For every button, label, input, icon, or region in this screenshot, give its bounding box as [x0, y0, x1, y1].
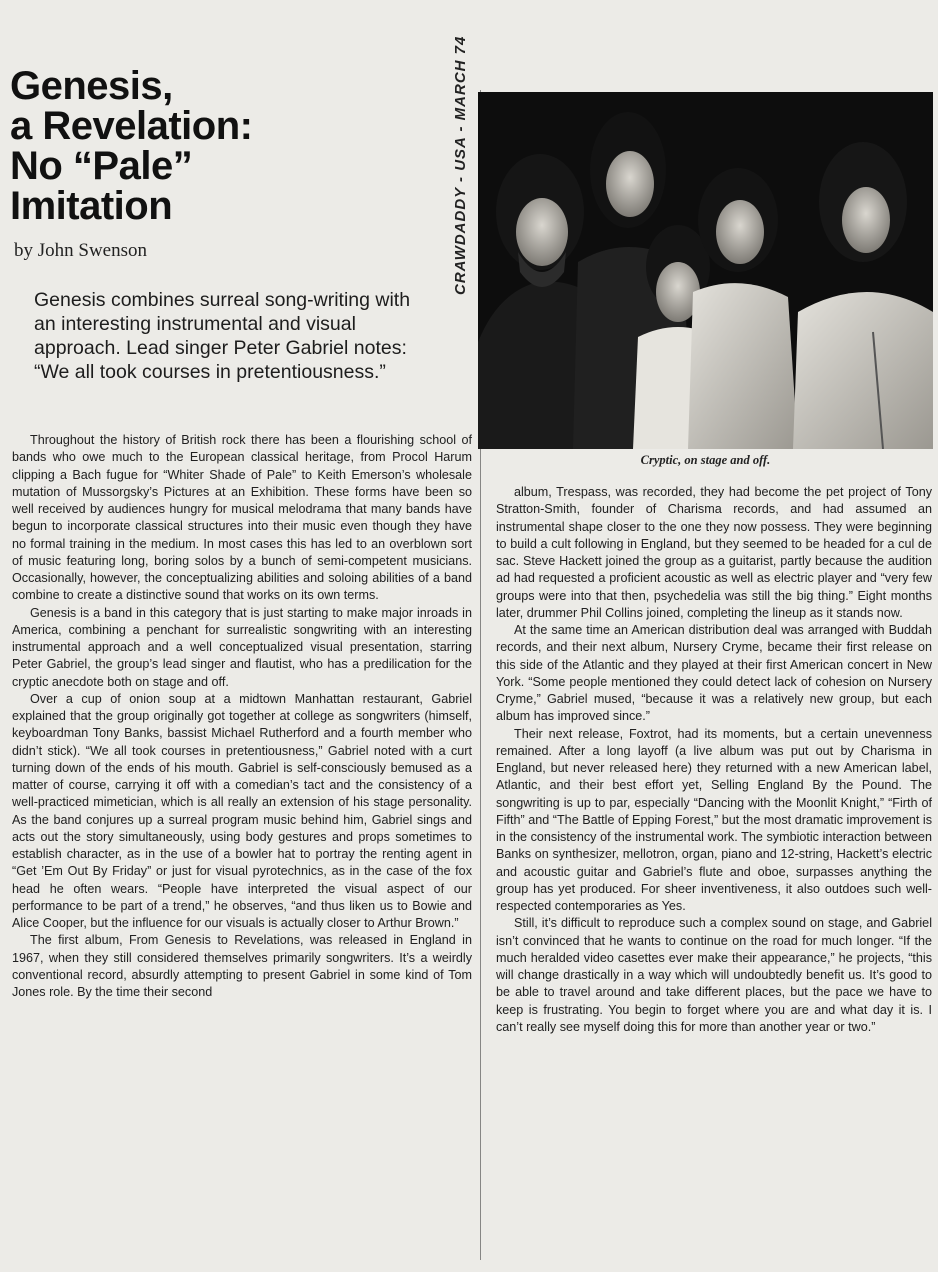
photo-caption: Cryptic, on stage and off.	[640, 453, 771, 467]
headline-line: Imitation	[10, 184, 173, 228]
body-paragraph: Over a cup of onion soup at a midtown Manhattan restaurant, Gabriel explained that the group originally got together at college as songwriters (himself, keyboardman Tony Banks, bassist Michael Rutherford and a fourth member who didn’t stick). “We all took courses in pretentiousness,” Gabriel noted with a curt turning down of the ends of his mouth. Gabriel is self-consciously bemused as a matter of course, carrying it off with a comedian’s tact and the consistency of a well-practiced mimetician, which is all really an extension of his stage personality. As the band conjures up a surreal program music behind him, Gabriel sings and acts out the story simultaneously, using body gestures and props sometimes to establish character, as in the use of a bowler hat to portray the renting agent in “Get ’Em Out By Friday” or just for visual pyrotechnics, as in the case of the fox head he often wears. “People have interpreted the visual aspect of our performance to be part of a trend,” he observes, “and thus liken us to Bowie and Alice Cooper, but the influence for our visuals is actually closer to Arthur Brown.”	[12, 691, 472, 930]
band-photo-illustration	[478, 92, 933, 449]
body-paragraph: At the same time an American distribution deal was arranged with Buddah records, and their next album, Nursery Cryme, became their first release on this side of the Atlantic and they played at their first American concert in New York. “Some people mentioned they could detect lack of cohesion on Nursery Cryme,” Gabriel mused, “because it was a relatively new group, but each album has improved since.”	[496, 623, 932, 724]
body-paragraph: Still, it’s difficult to reproduce such a complex sound on stage, and Gabriel isn’t convinced that he wants to continue on the road for much longer. “If the much heralded video casettes ever make their appearance,” he projects, “this will change drastically in a way which will undoubtedly benefit us. It’s good to be able to travel around and take different places, but the pace we have to keep is frustrating. You begin to forget where you are and what day it is. I can’t really see myself doing this for more than another year or two.”	[496, 916, 932, 1034]
article-deck: Genesis combines surreal song-writing with an interesting instrumental and visual approach. Lead singer Peter Gabriel notes: “We all took courses in pretentiousness.”	[34, 289, 411, 383]
headline-line: No “Pale”	[10, 144, 193, 188]
body-paragraph: Their next release, Foxtrot, had its moments, but a certain unevenness remained. After a long layoff (a live album was put out by Charisma in England, but never released here) they returned with a new American label, Atlantic, and their best effort yet, Selling England By the Pound. The songwriting is up to par, especially “Dancing with the Moonlit Knight,” “Firth of Fifth” and “The Battle of Epping Forest,” but the most dramatic improvement is in the consistency of the instrumental work. The symbiotic interaction between Banks on synthesizer, mellotron, organ, piano and 12-string, Hackett’s electric and acoustic guitar and Gabriel’s flute and oboe, surpasses anything the group has yet produced. For sheer inventiveness, it also outdoes such well-respected contemporaries as Yes.	[496, 726, 932, 913]
headline	[10, 66, 430, 226]
body-paragraph: Genesis is a band in this category that is just starting to make major inroads in America, combining a penchant for surrealistic songwriting with an interesting instrumental approach and a well conceptualized visual presentation, starring Peter Gabriel, the group’s lead singer and flautist, who has a predilication for the cryptic anecdote both on stage and off.	[12, 605, 472, 689]
headline-line: Genesis,	[10, 64, 173, 108]
body-column-right	[496, 484, 932, 1036]
body-paragraph: The first album, From Genesis to Revelations, was released in England in 1967, when they still considered themselves primarily songwriters. It’s a weirdly conventional record, absurdly attempting to present Gabriel in some kind of Tom Jones role. By the time their second	[12, 933, 472, 999]
headline-line: a Revelation:	[10, 104, 253, 148]
body-paragraph: album, Trespass, was recorded, they had become the pet project of Tony Stratton-Smith, founder of Charisma records, and had assumed an instrumental shape closer to the one they now possess. They were beginning to build a cult following in England, but they seemed to be headed for a cul de sac. Steve Hackett joined the group as a guitarist, partly because the audition ad had requested a proficient acoustic as well as electric player and “very few groups were into that then, psychedelia was still the big thing.” Eight months later, drummer Phil Collins joined, completing the lineup as it stands now.	[496, 485, 932, 620]
byline: by John Swenson	[14, 240, 148, 261]
body-column-left	[12, 432, 472, 1001]
band-photo	[478, 92, 933, 449]
handwritten-source-note: CRAWDADDY - USA - MARCH 74	[452, 35, 469, 295]
body-paragraph: Throughout the history of British rock there has been a flourishing school of bands who owe much to the European classical heritage, from Procol Harum clipping a Bach fugue for “Whiter Shade of Pale” to Keith Emerson’s wholesale mutation of Mussorgsky’s Pictures at an Exhibition. These forms have been so well received by audiences hungry for musical melodrama that many bands have begun to incorporate classical structures into their music even though they have no formal training in the medium. In most cases this has led to an overblown sort of music featuring long, boring solos by a bunch of semi-competent musicians. Occasionally, however, the conceptualizing abilities and soloing abilities of a band combine to create a distinctive sound that works on its own terms.	[12, 433, 472, 603]
